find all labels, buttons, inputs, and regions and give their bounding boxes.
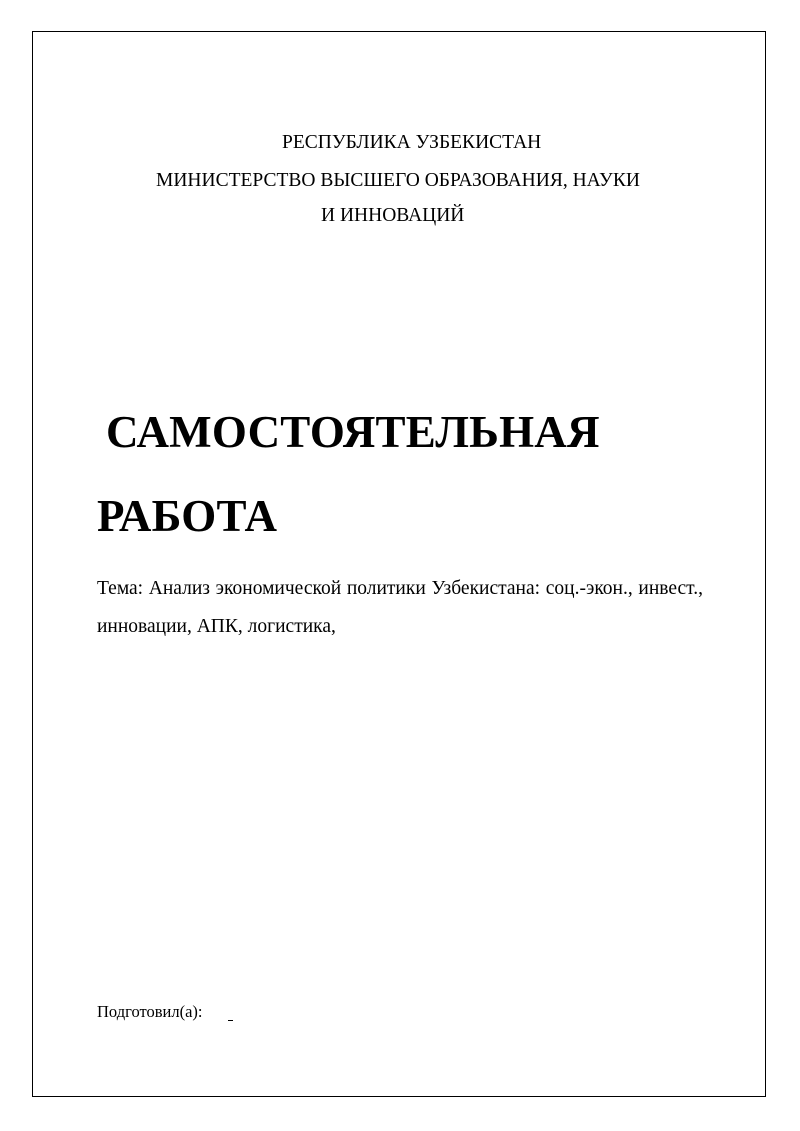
- ministry-heading: МИНИСТЕРСТВО ВЫСШЕГО ОБРАЗОВАНИЯ, НАУКИ: [156, 170, 640, 191]
- topic-text: Тема: Анализ экономической политики Узбекистана: соц.-экон., инвест., инновации, АПК, логистика,: [97, 578, 703, 637]
- document-title-line-2: РАБОТА: [97, 491, 278, 541]
- prepared-by-label: Подготовил(а):: [97, 1002, 203, 1021]
- prepared-by-blank-line: [228, 1006, 233, 1021]
- ministry-heading-continuation: И ИННОВАЦИЙ: [321, 205, 465, 226]
- country-heading: РЕСПУБЛИКА УЗБЕКИСТАН: [282, 132, 542, 153]
- document-title-line-1: САМОСТОЯТЕЛЬНАЯ: [106, 407, 600, 457]
